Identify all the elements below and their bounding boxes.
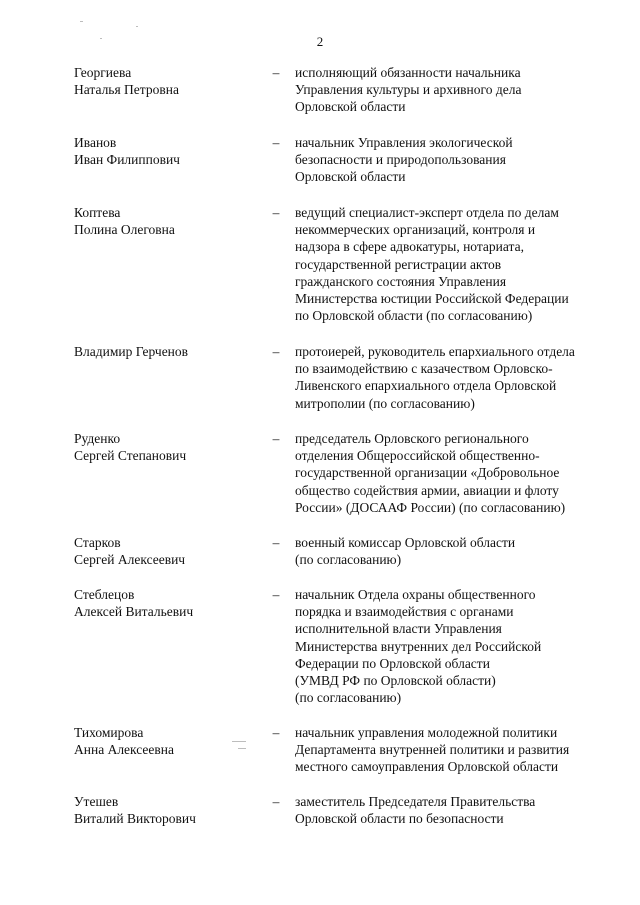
member-position	[295, 134, 630, 186]
position-line: надзора в сфере адвокатуры, нотариата,	[295, 239, 524, 255]
position-line: Министерства юстиции Российской Федерации	[295, 291, 569, 307]
member-surname: Иванов	[74, 135, 117, 150]
position-line: местного самоуправления Орловской области	[295, 759, 559, 775]
member-surname: Руденко	[74, 431, 121, 446]
member-position	[295, 724, 630, 776]
member-position	[295, 204, 630, 324]
member-position	[295, 430, 630, 516]
position-line: митрополии (по согласованию)	[295, 395, 475, 411]
position-line: государственной организации «Добровольное	[295, 465, 560, 481]
position-line: Орловской области	[295, 99, 406, 115]
member-name	[74, 793, 264, 827]
position-line: Ливенского епархиального отдела Орловской	[295, 378, 557, 394]
member-name	[74, 724, 264, 758]
position-line: отделения Общероссийской общественно-	[295, 448, 540, 464]
position-line: по Орловской области (по согласованию)	[295, 308, 533, 324]
position-line: государственной регистрации актов	[295, 256, 502, 272]
member-position	[295, 64, 630, 116]
member-surname: Коптева	[74, 205, 121, 220]
dash-separator: –	[272, 344, 280, 359]
member-surname: Георгиева	[74, 65, 132, 80]
position-line: Орловской области	[295, 169, 406, 185]
member-given-names: Сергей Степанович	[74, 448, 187, 464]
member-name	[74, 64, 264, 98]
member-name	[74, 534, 264, 568]
member-given-names: Наталья Петровна	[74, 82, 179, 98]
position-line: гражданского состояния Управления	[295, 273, 507, 289]
position-line: исполнительной власти Управления	[295, 621, 502, 637]
dash-separator: –	[272, 725, 280, 740]
dash-separator: –	[272, 205, 280, 220]
position-line: начальник управления молодежной политики	[295, 725, 558, 740]
position-line: (по согласованию)	[295, 552, 402, 568]
scan-speck	[80, 21, 83, 22]
position-line: порядка и взаимодействия с органами	[295, 604, 514, 620]
member-position	[295, 343, 630, 412]
dash-separator: –	[272, 794, 280, 809]
position-line: некоммерческих организаций, контроля и	[295, 222, 536, 238]
member-surname: Старков	[74, 535, 121, 550]
member-position	[295, 586, 630, 706]
position-line: Министерства внутренних дел Российской	[295, 638, 542, 654]
position-line: Департамента внутренней политики и развития	[295, 742, 570, 758]
position-line: начальник Управления экологической	[295, 135, 513, 150]
position-line: заместитель Председателя Правительства	[295, 794, 536, 809]
member-surname: Утешев	[74, 794, 119, 809]
position-line: председатель Орловского регионального	[295, 431, 529, 446]
member-surname: Тихомирова	[74, 725, 144, 740]
page-number: 2	[316, 34, 324, 49]
scan-speck	[100, 38, 102, 39]
position-line: по взаимодействию с казачеством Орловско-	[295, 361, 553, 377]
member-given-names: Алексей Витальевич	[74, 604, 194, 620]
member-position	[295, 534, 630, 568]
position-line: Орловской области по безопасности	[295, 811, 504, 827]
position-line: общество содействия армии, авиации и флоту	[295, 482, 559, 498]
scan-speck	[136, 26, 138, 27]
position-line: начальник Отдела охраны общественного	[295, 587, 536, 602]
member-given-names: Иван Филиппович	[74, 152, 180, 168]
member-name	[74, 134, 264, 168]
position-line: Федерации по Орловской области	[295, 655, 490, 671]
dash-separator: –	[272, 135, 280, 150]
member-name	[74, 204, 264, 238]
position-line: безопасности и природопользования	[295, 152, 506, 168]
position-line: протоиерей, руководитель епархиального отдела	[295, 344, 575, 359]
member-given-names: Сергей Алексеевич	[74, 552, 186, 568]
member-name	[74, 586, 264, 620]
position-line: военный комиссар Орловской области	[295, 535, 516, 550]
member-name	[74, 430, 264, 464]
dash-separator: –	[272, 587, 280, 602]
member-position	[295, 793, 630, 827]
dash-separator: –	[272, 535, 280, 550]
member-name	[74, 343, 264, 360]
member-given-names: Виталий Викторович	[74, 811, 196, 827]
member-full-name: Владимир Герченов	[74, 344, 189, 359]
position-line: Управления культуры и архивного дела	[295, 82, 522, 98]
dash-separator: –	[272, 65, 280, 80]
position-line: (УМВД РФ по Орловской области)	[295, 673, 496, 689]
member-given-names: Анна Алексеевна	[74, 742, 174, 758]
member-surname: Стеблецов	[74, 587, 135, 602]
position-line: России» (ДОСААФ России) (по согласованию)	[295, 499, 566, 515]
dash-separator: –	[272, 431, 280, 446]
position-line: (по согласованию)	[295, 690, 402, 706]
member-given-names: Полина Олеговна	[74, 222, 175, 238]
position-line: исполняющий обязанности начальника	[295, 65, 521, 80]
position-line: ведущий специалист-эксперт отдела по делам	[295, 205, 559, 220]
